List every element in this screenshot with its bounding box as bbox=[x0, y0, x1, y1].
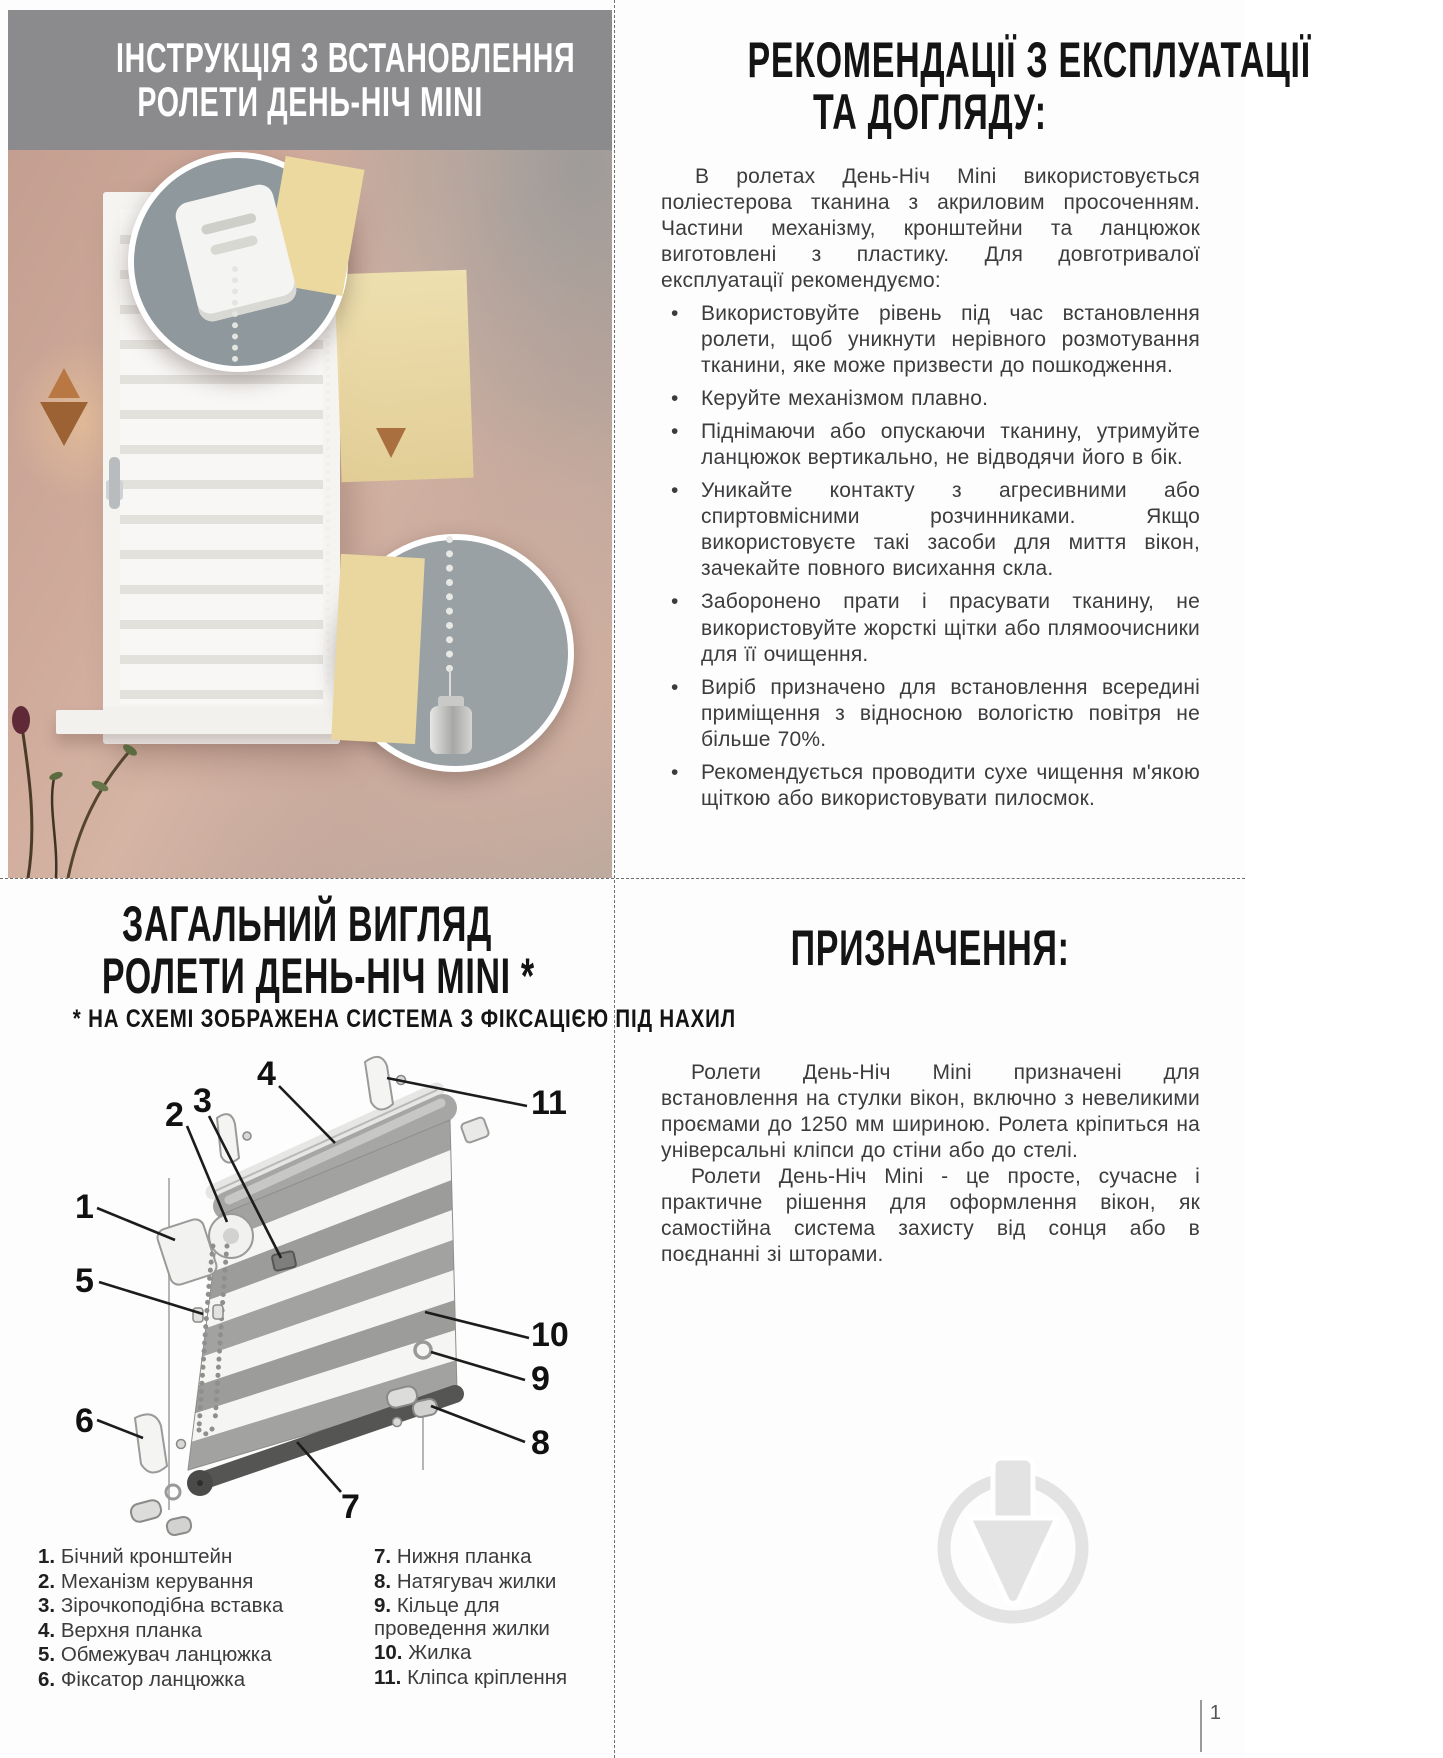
legend-column-left bbox=[38, 1546, 338, 1693]
callout-6: 6 bbox=[75, 1402, 94, 1440]
star-insert bbox=[272, 1251, 297, 1271]
list-item: • Заборонено прати і прасувати тканину, не використовуйте жорсткі щітки або плямоочисники для її очищення. bbox=[701, 589, 1200, 667]
fixing-clip-top bbox=[365, 1057, 393, 1110]
list-item: • Піднімаючи або опускаючи тканину, утримуйте ланцюжок вертикально, не відводячи його в бік. bbox=[701, 419, 1200, 471]
chain-limiter bbox=[213, 1305, 223, 1319]
wall-sconce-top bbox=[48, 368, 80, 398]
recommendations-intro: В ролетах День-Ніч Mini використовується поліестерова тканина з акриловим просоченням. Частини механізму, кронштейни та ланцюжок виготовлені з пластику. Для довготривалої експлуатації рекомендуємо: bbox=[661, 165, 1200, 293]
inset2-tassel bbox=[430, 706, 472, 754]
callout-5: 5 bbox=[75, 1262, 94, 1300]
window-photo bbox=[8, 10, 612, 878]
wire-tensioner-left bbox=[129, 1498, 163, 1523]
screw bbox=[243, 1132, 251, 1140]
chain-fixator bbox=[135, 1414, 167, 1472]
install-banner bbox=[8, 10, 612, 150]
legend-item: 5. Обмежувач ланцюжка bbox=[38, 1643, 272, 1666]
window-handle bbox=[109, 457, 120, 509]
list-item: • Керуйте механізмом плавно. bbox=[701, 386, 1200, 412]
recommendations-section bbox=[615, 0, 1311, 878]
end-bracket bbox=[460, 1116, 489, 1143]
recommendations-title-line2: ТА ДОГЛЯДУ: bbox=[813, 84, 1047, 140]
callout-7: 7 bbox=[341, 1488, 360, 1526]
legend-item: 9. Кільце для проведення жилки bbox=[374, 1594, 550, 1640]
overview-title-line1: ЗАГАЛЬНИЙ ВИГЛЯД bbox=[122, 896, 492, 952]
overview-section bbox=[0, 878, 736, 1758]
page-number-rule bbox=[1200, 1700, 1202, 1752]
legend-column-right bbox=[374, 1546, 586, 1691]
recommendations-title-line1: РЕКОМЕНДАЦІЇ З ЕКСПЛУАТАЦІЇ bbox=[747, 32, 1311, 88]
legend-item: 7. Нижня планка bbox=[374, 1545, 532, 1568]
callout-1: 1 bbox=[75, 1188, 94, 1226]
legend-item: 2. Механізм керування bbox=[38, 1569, 254, 1593]
legend-item: 3. Зірочкоподібна вставка bbox=[38, 1594, 284, 1617]
wall-sconce bbox=[40, 402, 88, 446]
legend-item: 6. Фіксатор ланцюжка bbox=[38, 1667, 246, 1691]
small-cone-lamp bbox=[376, 428, 406, 458]
callout-2: 2 bbox=[165, 1096, 184, 1134]
legend-item: 8. Натягувач жилки bbox=[374, 1569, 557, 1593]
wire-tensioner-left-bolt bbox=[166, 1516, 193, 1537]
inset-bead-chain bbox=[232, 266, 238, 362]
callout-8: 8 bbox=[531, 1424, 550, 1462]
callout-11: 11 bbox=[531, 1084, 567, 1122]
mechanism-inset-photo bbox=[128, 152, 348, 372]
overview-subtitle: * НА СХЕМІ ЗОБРАЖЕНА СИСТЕМА З ФІКСАЦІЄЮ ПІД НАХИЛ bbox=[72, 1005, 736, 1033]
purpose-paragraph: Ролети День-Ніч Mini призначені для встановлення на стулки вікон, включно з невеликими проємами до 1250 мм шириною. Ролета кріпиться на універсальні кліпси до стіни або до стелі. bbox=[661, 1061, 1200, 1163]
inset2-yellow-fabric bbox=[331, 554, 425, 744]
callout-10: 10 bbox=[531, 1316, 569, 1354]
screw bbox=[393, 1418, 402, 1427]
page-number-value: 1 bbox=[1209, 1702, 1221, 1724]
list-item: • Виріб призначено для встановлення всередині приміщення з відносною вологістю повітря не більше 70%. bbox=[701, 675, 1200, 753]
legend-item: 11. Кліпса кріплення bbox=[374, 1665, 568, 1689]
callout-4: 4 bbox=[257, 1055, 276, 1093]
recommendations-list bbox=[661, 301, 1200, 812]
banner-title-line1: ІНСТРУКЦІЯ З ВСТАНОВЛЕННЯ bbox=[116, 34, 576, 82]
overview-title-line2: РОЛЕТИ ДЕНЬ-НІЧ MINI * bbox=[101, 948, 535, 1004]
mechanism-slot bbox=[210, 235, 259, 256]
callout-9: 9 bbox=[531, 1360, 550, 1398]
list-item: • Рекомендується проводити сухе чищення м'якою щіткою або використовувати пилосмок. bbox=[701, 760, 1200, 812]
purpose-paragraph: Ролети День-Ніч Mini - це просте, сучасне і практичне рішення для оформлення вікон, як самостійна система захисту від сонця або в поєднанні зі шторами. bbox=[661, 1165, 1200, 1267]
legend-item: 4. Верхня планка bbox=[38, 1618, 203, 1642]
trowel-watermark-icon bbox=[925, 1446, 1095, 1631]
legend-item: 1. Бічний кронштейн bbox=[38, 1545, 233, 1568]
roller-blind-diagram bbox=[35, 1040, 575, 1545]
chain-inset-photo bbox=[336, 534, 574, 772]
banner-title-line2: РОЛЕТИ ДЕНЬ-НІЧ MINI bbox=[137, 78, 483, 125]
list-item: • Використовуйте рівень під час встановлення ролети, щоб уникнути нерівного розмотування тканини, яке може призвести до пошкодження. bbox=[701, 301, 1200, 379]
purpose-section bbox=[615, 878, 1245, 1758]
purpose-title: ПРИЗНАЧЕННЯ: bbox=[790, 920, 1070, 976]
legend-item: 10. Жилка bbox=[374, 1641, 472, 1664]
list-item: • Уникайте контакту з агресивними або спиртовмісними розчинниками. Якщо використовуєте такі засоби для миття вікон, зачекайте повного висихання скла. bbox=[701, 478, 1200, 582]
inset2-bead-chain bbox=[446, 536, 453, 672]
page-number bbox=[1200, 1700, 1221, 1752]
callout-3: 3 bbox=[193, 1082, 212, 1120]
control-mechanism-hub bbox=[223, 1228, 239, 1244]
zebra-fabric bbox=[188, 1120, 457, 1470]
mechanism-slot bbox=[200, 212, 257, 235]
bottom-rail-cap-hole bbox=[197, 1480, 203, 1486]
decor-twigs bbox=[8, 698, 218, 878]
screw bbox=[177, 1440, 186, 1449]
